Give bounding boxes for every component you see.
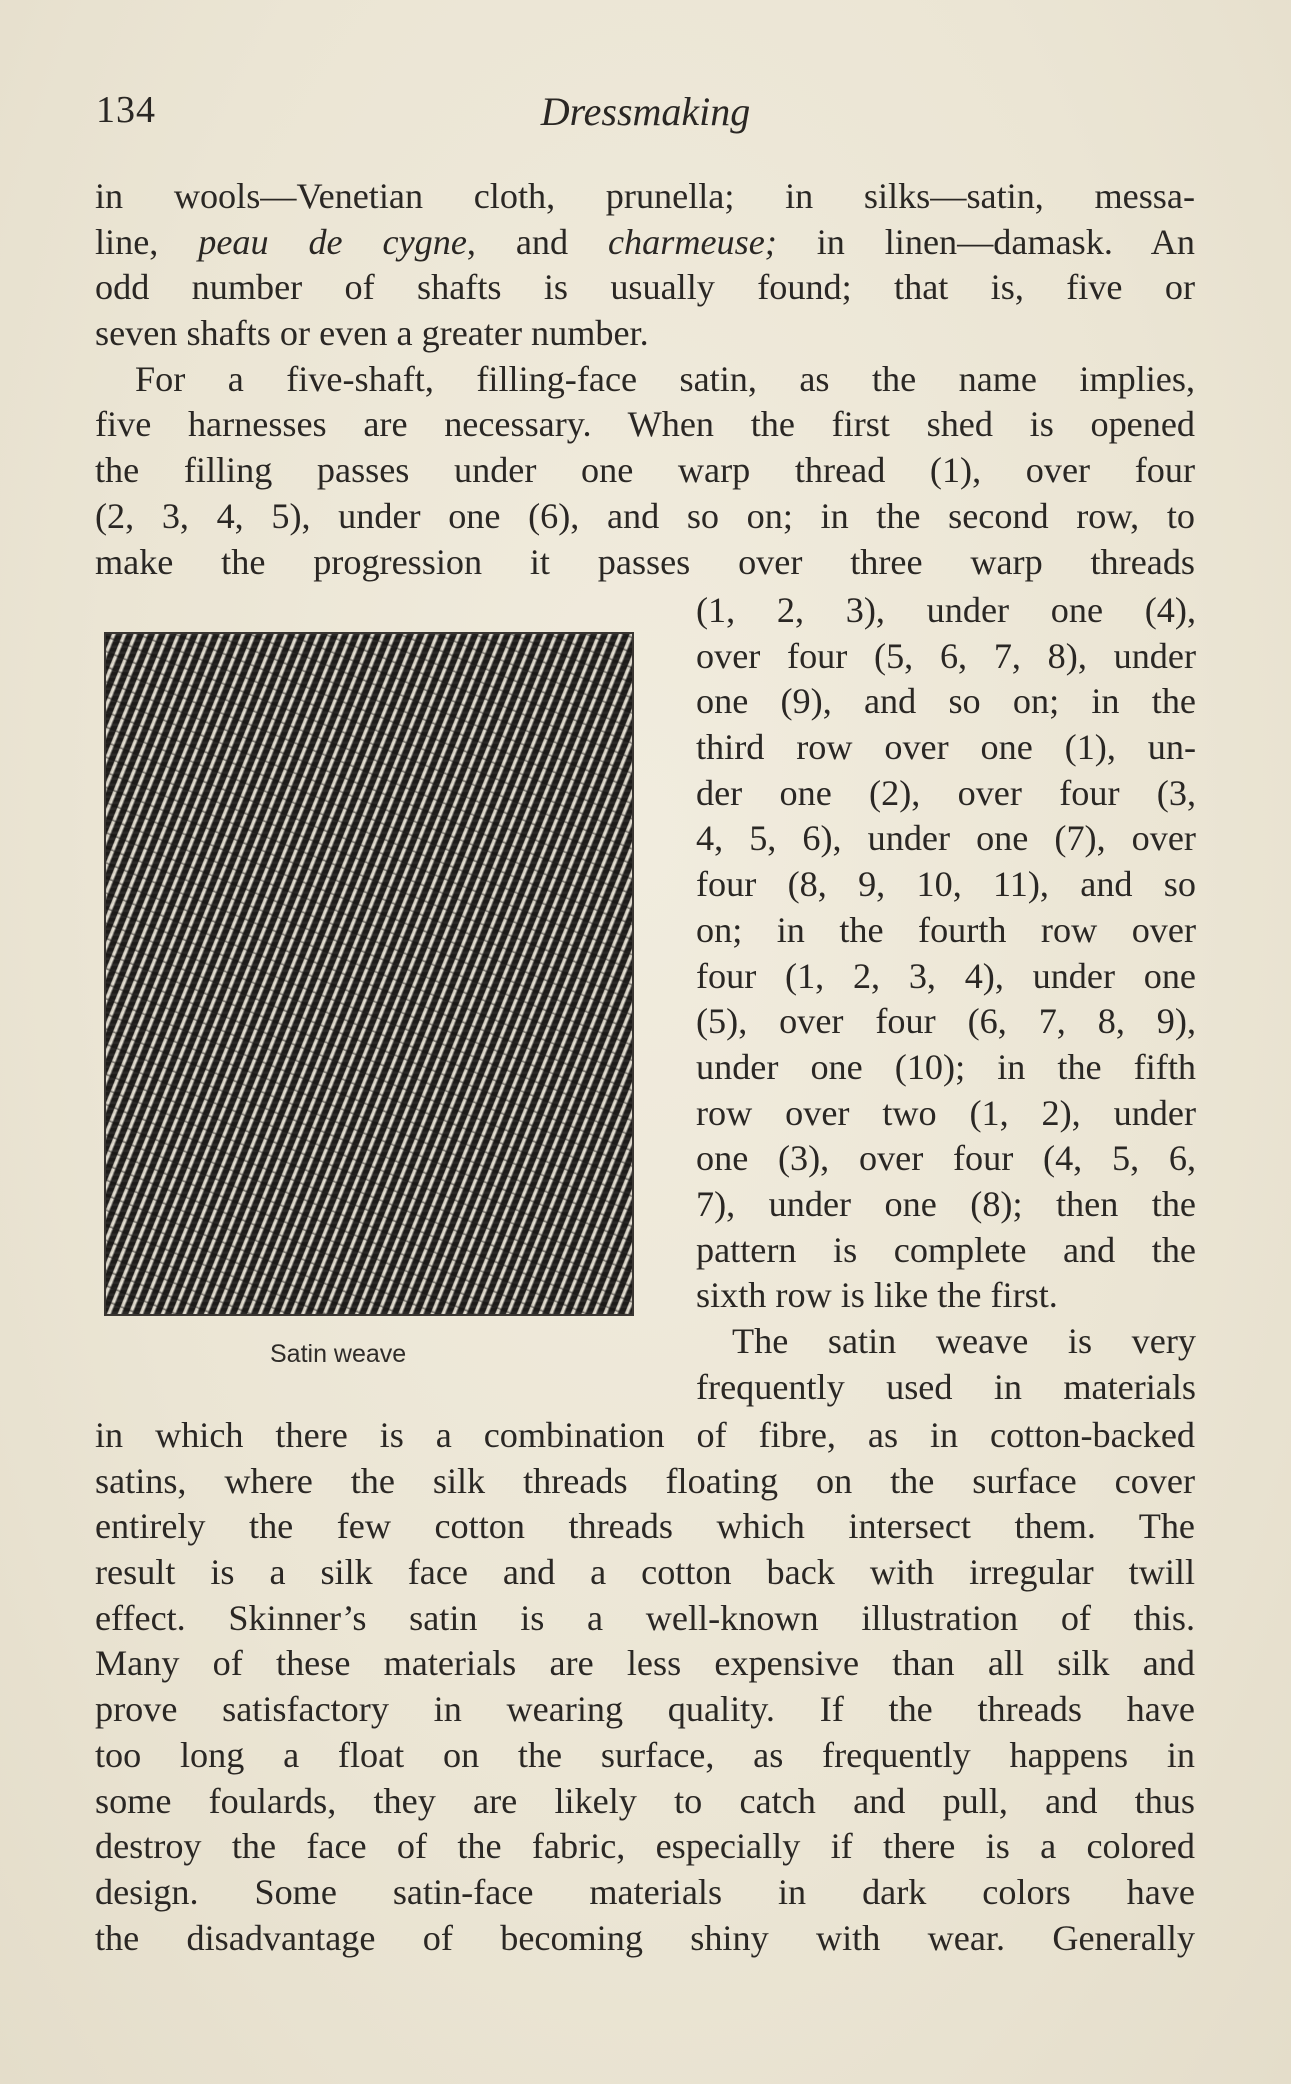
text-line: make the progression it passes over three warp threads	[95, 541, 1195, 582]
text-line: the filling passes under one warp thread (1), over four	[95, 450, 1195, 491]
text-line: one (3), over four (4, 5, 6,	[696, 1138, 1196, 1179]
text-line: some foulards, they are likely to catch and pull, and thus	[95, 1780, 1195, 1821]
text-line: in wools—Venetian cloth, prunella; in silks—satin, messa-	[95, 176, 1195, 216]
text-line: the disadvantage of becoming shiny with wear. Generally	[95, 1917, 1195, 1958]
text-line: third row over one (1), un-	[696, 727, 1196, 768]
text-line: odd number of shafts is usually found; that is, five or	[95, 267, 1195, 308]
text-line: five harnesses are necessary. When the first shed is opened	[95, 404, 1195, 445]
text-line: (2, 3, 4, 5), under one (6), and so on; in the second row, to	[95, 495, 1195, 536]
text-line: design. Some satin-face materials in dark colors have	[95, 1871, 1195, 1912]
text-line: four (8, 9, 10, 11), and so	[696, 864, 1196, 905]
text-line: sixth row is like the first.	[696, 1275, 1058, 1316]
text-line: in which there is a combination of fibre, as in cotton-backed	[95, 1415, 1195, 1455]
text-line: For a five-shaft, filling-face satin, as the name implies,	[135, 358, 1195, 399]
text-line: too long a float on the surface, as frequently happens in	[95, 1734, 1195, 1775]
text-line: on; in the fourth row over	[696, 909, 1196, 950]
text-line: effect. Skinner’s satin is a well-known illustration of this.	[95, 1597, 1195, 1638]
text-line: under one (10); in the fifth	[696, 1046, 1196, 1087]
figure-caption: Satin weave	[270, 1340, 407, 1368]
text-line: (5), over four (6, 7, 8, 9),	[696, 1001, 1196, 1042]
page-number: 134	[96, 89, 156, 131]
text-line: 4, 5, 6), under one (7), over	[696, 818, 1196, 859]
text-line: seven shafts or even a greater number.	[95, 313, 649, 354]
weave-texture	[106, 634, 632, 1314]
text-line: four (1, 2, 3, 4), under one	[696, 955, 1196, 996]
satin-weave-figure	[104, 632, 634, 1316]
text-line: frequently used in materials	[696, 1366, 1196, 1407]
text-line: satins, where the silk threads floating on the surface cover	[95, 1460, 1195, 1501]
bottom-paragraph	[95, 1413, 1195, 1961]
text-line: The satin weave is very	[732, 1321, 1196, 1361]
text-line: line, peau de cygne, and charmeuse; in linen—damask. An	[95, 221, 1196, 262]
italic-term: peau de cygne	[198, 221, 467, 262]
text-line: prove satisfactory in wearing quality. If the threads have	[95, 1689, 1195, 1730]
text-line: (1, 2, 3), under one (4),	[696, 590, 1196, 630]
text-line: over four (5, 6, 7, 8), under	[696, 635, 1196, 676]
text-line: row over two (1, 2), under	[696, 1092, 1196, 1133]
text-line: one (9), and so on; in the	[696, 681, 1196, 722]
text-line: destroy the face of the fabric, especially if there is a colored	[95, 1826, 1195, 1867]
top-paragraphs	[95, 174, 1195, 585]
text-line: der one (2), over four (3,	[696, 772, 1196, 813]
wrapped-paragraph	[696, 588, 1196, 1410]
text-line: entirely the few cotton threads which intersect them. The	[95, 1506, 1195, 1547]
italic-term: charmeuse;	[607, 221, 777, 262]
text-line: 7), under one (8); then the	[696, 1183, 1196, 1224]
text-line: Many of these materials are less expensive than all silk and	[95, 1643, 1195, 1684]
text-line: result is a silk face and a cotton back with irregular twill	[95, 1552, 1195, 1593]
text-line: pattern is complete and the	[696, 1229, 1196, 1270]
running-title: Dressmaking	[540, 89, 751, 134]
